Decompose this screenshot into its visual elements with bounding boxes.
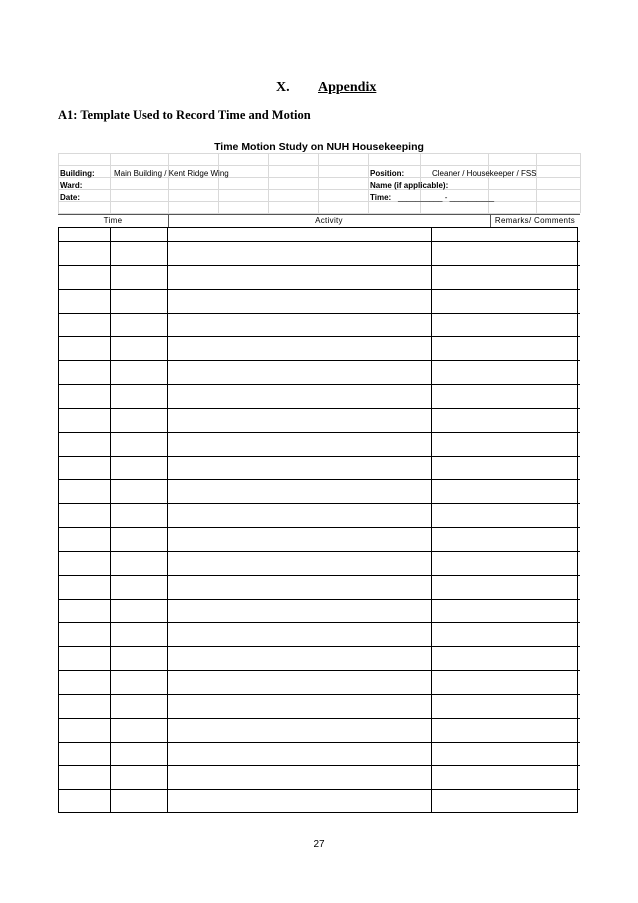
table-column-divider <box>167 227 168 813</box>
info-grid-hline <box>58 153 580 154</box>
info-grid-vline <box>368 153 369 213</box>
table-row-divider <box>58 336 580 337</box>
table-row-divider <box>58 599 580 600</box>
table-row-divider <box>58 265 580 266</box>
table-row-divider <box>58 718 580 719</box>
section-number: X. <box>276 80 290 95</box>
info-grid-vline <box>580 153 581 213</box>
time-motion-table <box>58 214 580 814</box>
table-row-divider <box>58 789 580 790</box>
info-grid-hline <box>58 201 580 202</box>
ward-label: Ward: <box>60 181 83 190</box>
building-value: Main Building / Kent Ridge Wing <box>114 169 229 178</box>
form-title: Time Motion Study on NUH Housekeeping <box>214 141 424 153</box>
table-row-divider <box>58 575 580 576</box>
table-row-divider <box>58 694 580 695</box>
info-grid-vline <box>110 153 111 213</box>
name-label: Name (if applicable): <box>370 181 449 190</box>
time-value: __________ - __________ <box>398 193 495 202</box>
table-row-divider <box>58 527 580 528</box>
table-row-divider <box>58 313 580 314</box>
table-column-divider <box>110 227 111 813</box>
column-header-remarks: Remarks/ Comments <box>494 216 576 225</box>
column-header-time: Time <box>103 216 123 225</box>
info-grid-vline <box>318 153 319 213</box>
header-top-line <box>58 214 580 215</box>
page-number: 27 <box>313 839 325 850</box>
date-label: Date: <box>60 193 81 202</box>
info-grid-vline <box>168 153 169 213</box>
info-grid-vline <box>58 153 59 213</box>
time-label: Time: <box>370 193 392 202</box>
column-header-activity: Activity <box>315 216 343 225</box>
table-row-divider <box>58 384 580 385</box>
table-row-divider <box>58 241 580 242</box>
table-column-divider <box>431 227 432 813</box>
table-row-divider <box>58 646 580 647</box>
subheading: A1: Template Used to Record Time and Motion <box>58 108 311 122</box>
header-column-divider <box>490 214 491 227</box>
table-row-divider <box>58 289 580 290</box>
table-row-divider <box>58 432 580 433</box>
table-frame <box>58 227 578 813</box>
table-row-divider <box>58 765 580 766</box>
header-column-divider <box>168 214 169 227</box>
table-row-divider <box>58 503 580 504</box>
info-grid-vline <box>218 153 219 213</box>
table-row-divider <box>58 479 580 480</box>
table-row-divider <box>58 670 580 671</box>
info-grid-vline <box>268 153 269 213</box>
position-label: Position: <box>370 169 405 178</box>
info-grid <box>58 153 580 213</box>
table-row-divider <box>58 456 580 457</box>
info-grid-hline <box>58 165 580 166</box>
position-value: Cleaner / Housekeeper / FSS <box>432 169 537 178</box>
info-grid-vline <box>536 153 537 213</box>
building-label: Building: <box>60 169 95 178</box>
info-grid-hline <box>58 189 580 190</box>
table-row-divider <box>58 551 580 552</box>
table-row-divider <box>58 360 580 361</box>
table-row-divider <box>58 408 580 409</box>
info-grid-vline <box>488 153 489 213</box>
table-row-divider <box>58 742 580 743</box>
table-row-divider <box>58 622 580 623</box>
section-title: Appendix <box>318 80 377 95</box>
